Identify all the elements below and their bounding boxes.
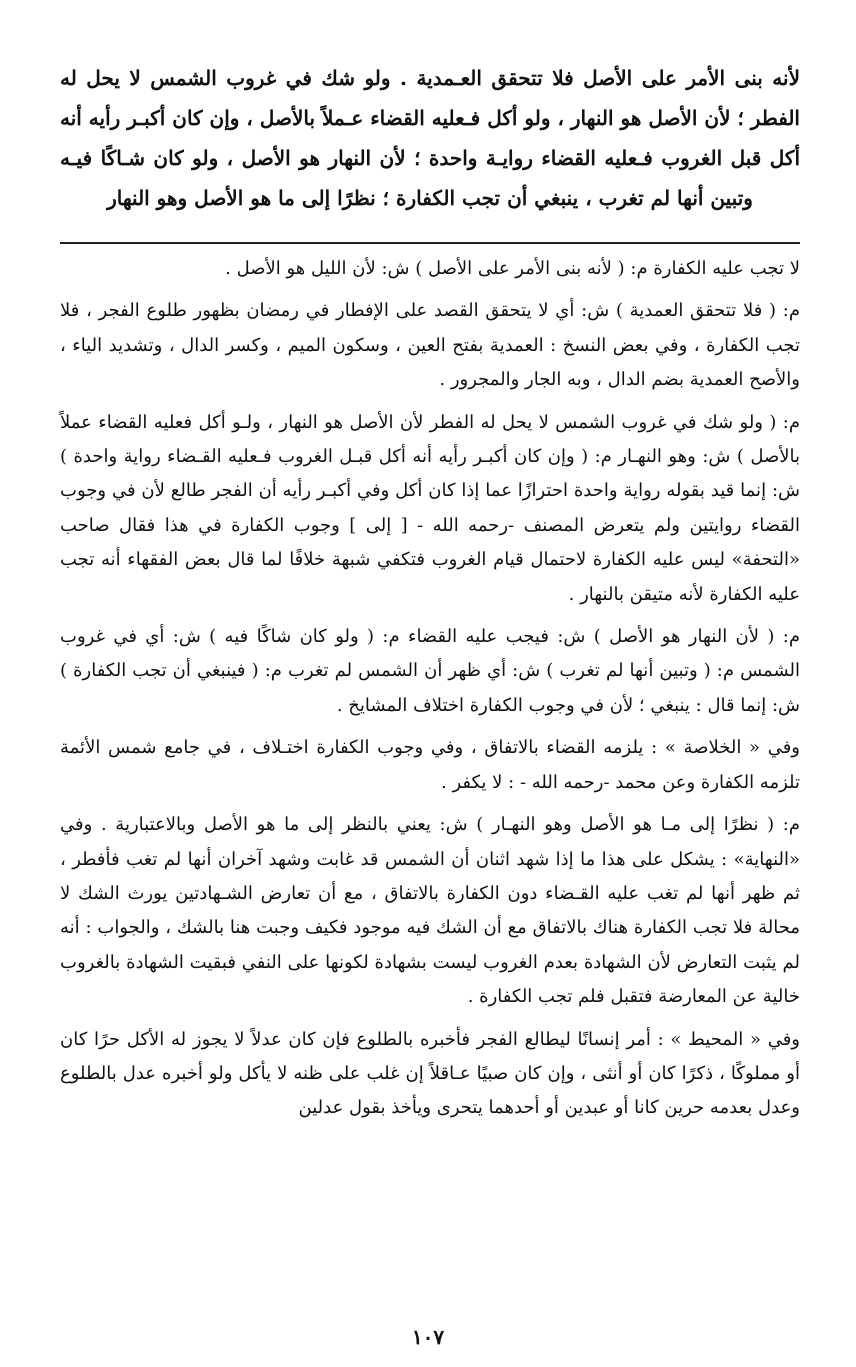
main-text: لأنه بنى الأمر على الأصل فلا تتحقق العـمدية . ولو شك في غروب الشمس لا يحل له الفطر ؛ لأن الأصل هو النهار ، ولو أكل فـعليه القضاء عـملاً بالأصل ، وإن كان أكبـر رأيه أنه أكل قبل الغروب فـعليه القضاء روايـة واحدة ؛ لأن النهار هو الأصل ، ولو كان شـاكًا فيـه وتبين أنها لم تغرب ، ينبغي أن تجب الكفارة ؛ نظرًا إلى ما هو الأصل وهو النهار [60,66,800,210]
commentary-paragraph: م: ( نظرًا إلى مـا هو الأصل وهو النهـار ) ش: يعني بالنظر إلى ما هو الأصل وبالاعتبارية . وفي «النهاية» : يشكل على هذا ما إذا شهد اثنان أن الشمس قد غابت وشهد آخران أنها لم تغب فأفطر ، ثم ظهر أنها لم تغب عليه القـضاء دون الكفارة بالاتفاق ، مع أن تعارض الشـهادتين يورث الشك لا محالة فلا تجب الكفارة هناك بالاتفاق مع أن الشك فيه موجود فكيف وجبت هنا بالشك ، والجواب : أنه لم يثبت التعارض لأن الشهادة بعدم الغروب ليست بشهادة لكونها على النفي فبقيت الشهادة بالغروب خالية عن المعارضة فتقبل فلم تجب الكفارة . [60,814,800,1008]
commentary-paragraph: وفي « الخلاصة » : يلزمه القضاء بالاتفاق ، وفي وجوب الكفارة اختـلاف ، في جامع شمس الأئمة تلزمه الكفارة وعن محمد -رحمه الله - : لا يكفر . [60,737,800,793]
separator-line [60,242,800,244]
page-number: ١٠٧ [411,1325,445,1349]
commentary-paragraph: م: ( فلا تتحقق العمدية ) ش: أي لا يتحقق القصد على الإفطار في رمضان بظهور طلوع الفجر ، فلا تجب الكفارة ، وفي بعض النسخ : العمدية بفتح العين ، وسكون الميم ، وكسر الدال ، وتشديد الياء ، والأصح العمدية بضم الدال ، وبه الجار والمجرور . [60,300,800,391]
book-page [60,58,800,1367]
commentary-paragraph: وفي « المحيط » : أمر إنسانًا ليطالع الفجر فأخبره بالطلوع فإن كان عدلاً لا يجوز له الأكل حرًا كان أو مملوكًا ، ذكرًا كان أو أنثى ، وإن كان صبيًا عـاقلاً إن غلب على ظنه لا يأكل ولو أخبره عدل بالطلوع وعدل بعدمه حرين كانا أو عبدين أو أحدهما يتحرى ويأخذ بقول عدلين [60,1028,800,1119]
commentary-paragraph: م: ( ولو شك في غروب الشمس لا يحل له الفطر لأن الأصل هو النهار ، ولـو أكل فعليه القضاء عملاً بالأصل ) ش: وهو النهـار م: ( وإن كان أكبـر رأيه أنه أكل قبـل الغروب فـعليه القـضاء رواية واحدة ) ش: إنما قيد بقوله رواية واحدة احترازًا عما إذا كان أكل وفي أكبـر رأيه أن الفجر طالع لأن في وجوب القضاء روايتين ولم يتعرض المصنف -رحمه الله - [ إلى ] وجوب الكفارة في هذا فقال صاحب «التحفة» ليس عليه الكفارة لاحتمال قيام الغروب فتكفي شبهة خلافًا لما قال بعض الفقهاء أنه تجب عليه الكفارة لأنه متيقن بالنهار . [60,411,800,605]
commentary-paragraph: م: ( لأن النهار هو الأصل ) ش: فيجب عليه القضاء م: ( ولو كان شاكًا فيه ) ش: أي في غروب الشمس م: ( وتبين أنها لم تغرب ) ش: أي ظهر أن الشمس لم تغرب م: ( فينبغي أن تجب الكفارة ) ش: إنما قال : ينبغي ؛ لأن في وجوب الكفارة اختلاف المشايخ . [60,626,800,716]
commentary-paragraph: لا تجب عليه الكفارة م: ( لأنه بنى الأمر على الأصل ) ش: لأن الليل هو الأصل . [225,258,800,279]
commentary [60,252,800,1126]
